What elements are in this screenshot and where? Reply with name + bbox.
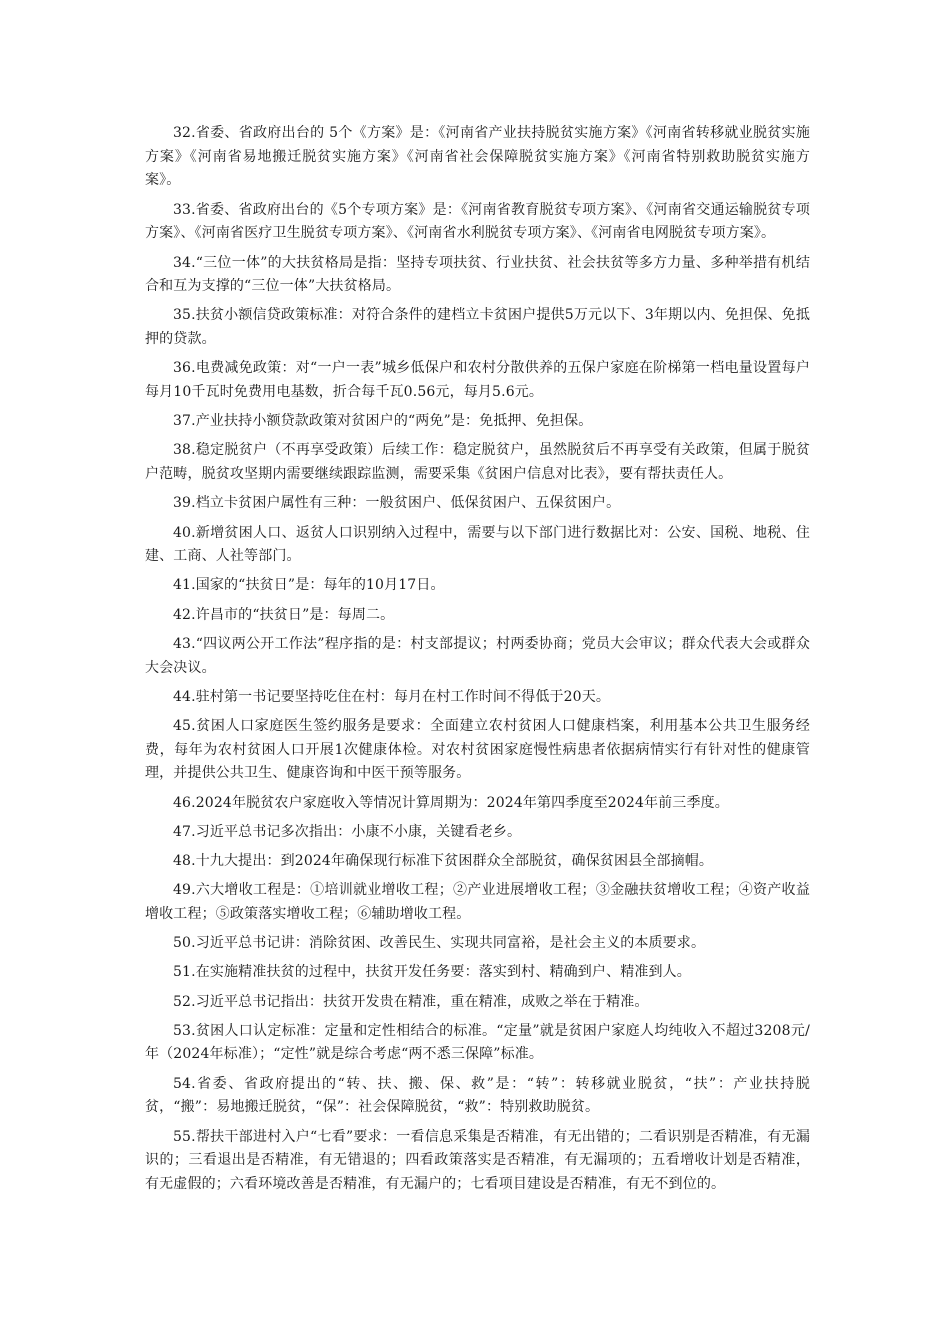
list-item-48: 48.十九大提出：到2024年确保现行标准下贫困群众全部脱贫，确保贫困县全部摘帽。	[173, 852, 714, 869]
list-item-32: 32.省委、省政府出台的 5个《方案》是：《河南省产业扶持脱贫实施方案》《河南省转移就业脱贫实施方案》《河南省易地搬迁脱贫实施方案》《河南省社会保障脱贫实施方案》《河南省特别救助脱贫实施方案》。	[145, 125, 810, 189]
list-item-33: 33.省委、省政府出台的《5个专项方案》是：《河南省教育脱贫专项方案》、《河南省交通运输脱贫专项方案》、《河南省医疗卫生脱贫专项方案》、《河南省水利脱贫专项方案》、《河南省电网脱贫专项方案》。	[145, 201, 810, 242]
list-item-54: 54.省委、省政府提出的“转、扶、搬、保、救”是：“转”：转移就业脱贫，“扶”：产业扶持脱贫，“搬”：易地搬迁脱贫，“保”：社会保障脱贫，“救”：特别救助脱贫。	[145, 1075, 810, 1116]
list-item-52: 52.习近平总书记指出：扶贫开发贵在精准，重在精准，成败之举在于精准。	[173, 993, 649, 1010]
list-item-34: 34.“三位一体”的大扶贫格局是指：坚持专项扶贫、行业扶贫、社会扶贫等多方力量、多种举措有机结合和互为支撑的“三位一体”大扶贫格局。	[145, 254, 810, 295]
list-item-44: 44.驻村第一书记要坚持吃住在村：每月在村工作时间不得低于20天。	[173, 688, 611, 705]
list-item-49: 49.六大增收工程是：①培训就业增收工程；②产业进展增收工程；③金融扶贫增收工程；④资产收益增收工程；⑤政策落实增收工程；⑥辅助增收工程。	[145, 882, 810, 922]
list-item-45: 45.贫困人口家庭医生签约服务是要求：全面建立农村贫困人口健康档案，利用基本公共卫生服务经费，每年为农村贫困人口开展1次健康体检。对农村贫困家庭慢性病患者依据病情实行有针对性的健康管理，并提供公共卫生、健康咨询和中医干预等服务。	[145, 717, 810, 782]
list-item-41: 41.国家的“扶贫日”是：每年的10月17日。	[173, 577, 445, 594]
list-item-46: 46.2024年脱贫农户家庭收入等情况计算周期为：2024年第四季度至2024年前三季度。	[173, 794, 729, 811]
list-item-51: 51.在实施精准扶贫的过程中，扶贫开发任务要：落实到村、精确到户、精准到人。	[173, 964, 691, 981]
list-item-37: 37.产业扶持小额贷款政策对贫困户的“两免”是：免抵押、免担保。	[173, 413, 593, 430]
list-item-39: 39.档立卡贫困户属性有三种：一般贫困户、低保贫困户、五保贫困户。	[173, 495, 621, 512]
document-body	[145, 122, 810, 1202]
list-item-55: 55.帮扶干部进村入户“七看”要求：一看信息采集是否精准，有无出错的；二看识别是否精准，有无漏识的；三看退出是否精准，有无错退的；四看政策落实是否精准，有无漏项的；五看增收计划是否精准，有无虚假的；六看环境改善是否精准，有无漏户的；七看项目建设是否精准，有无不到位的。	[145, 1128, 810, 1192]
list-item-38: 38.稳定脱贫户（不再享受政策）后续工作：稳定脱贫户，虽然脱贫后不再享受有关政策，但属于脱贫户范畴，脱贫攻坚期内需要继续跟踪监测，需要采集《贫困户信息对比表》，要有帮扶责任人。	[145, 442, 810, 483]
list-item-42: 42.许昌市的“扶贫日”是：每周二。	[173, 606, 395, 623]
list-item-35: 35.扶贫小额信贷政策标准：对符合条件的建档立卡贫困户提供5万元以下、3年期以内、免担保、免抵押的贷款。	[145, 307, 810, 348]
list-item-36: 36.电费减免政策：对“一户一表”城乡低保户和农村分散供养的五保户家庭在阶梯第一档电量设置每户每月10千瓦时免费用电基数，折合每千瓦0.56元，每月5.6元。	[145, 360, 810, 401]
list-item-53: 53.贫困人口认定标准：定量和定性相结合的标准。“定量”就是贫困户家庭人均纯收入不超过3208元/年（2024年标准）；“定性”就是综合考虑“两不悉三保障”标准。	[145, 1022, 810, 1063]
list-item-50: 50.习近平总书记讲：消除贫困、改善民生、实现共同富裕，是社会主义的本质要求。	[173, 935, 706, 952]
list-item-40: 40.新增贫困人口、返贫人口识别纳入过程中，需要与以下部门进行数据比对：公安、国税、地税、住建、工商、人社等部门。	[145, 524, 810, 565]
list-item-43: 43.“四议两公开工作法”程序指的是：村支部提议；村两委协商；党员大会审议；群众代表大会或群众大会决议。	[145, 635, 810, 676]
list-item-47: 47.习近平总书记多次指出：小康不小康，关键看老乡。	[173, 823, 522, 840]
